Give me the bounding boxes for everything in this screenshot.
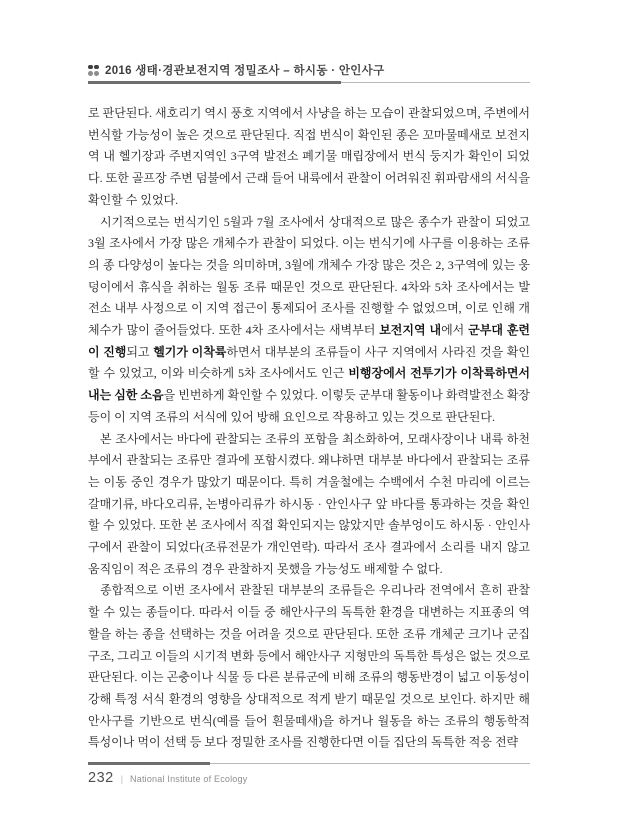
body-run: 종합적으로 이번 조사에서 관찰된 대부분의 조류들은 우리나라 전역에서 흔히 관찰할 수 있는 종들이다. 따라서 이들 중 해안사구의 독특한 환경을 대변하는 지표종의 역할을 하는 종을 선택하는 것을 어려울 것으로 판단된다. 또한 조류 개체군 크기나 군집구조, 그리고 이들의 시기적 변화 등에서 해안사구 지형만의 독특한 특성은 없는 것으로 판단된다. 이는 곤충이나 식물 등 다른 분류군에 비해 조류의 행동반경이 넓고 이동성이 강해 특정 서식 환경의 영향을 상대적으로 적게 받기 때문일 것으로 보인다. 하지만 해안사구를 기반으로 번식(예를 들어 흰물떼새)을 하거나 월동을 하는 조류의 행동학적 특성이나 먹이 선택 등 보다 정밀한 조사를 진행한다면 이들 집단의 독특한 적응 전략 <box>88 583 530 750</box>
four-dots-icon <box>88 65 99 76</box>
header-divider-dark-segment <box>88 81 341 84</box>
body-run: 되고 <box>126 344 154 359</box>
footer-divider-light-segment <box>210 763 530 764</box>
emphasized-text: 헬기가 이착륙 <box>153 344 227 359</box>
footer-organization: National Institute of Ecology <box>130 774 248 784</box>
emphasized-text: 군부대 훈련이 진행 <box>88 323 530 359</box>
header-divider-light-segment <box>341 82 530 83</box>
body-run: 본 조사에서는 바다에 관찰되는 조류의 포함을 최소화하여, 모래사장이나 내륙 하천부에서 관찰되는 조류만 결과에 포함시켰다. 왜냐하면 대부분 바다에서 관찰되는 조류는 이동 중인 경우가 많았기 때문이다. 특히 겨울철에는 수백에서 수천 마리에 이르는 갈매기류, 바다오리류, 논병아리류가 하시동 · 안인사구 앞 바다를 통과하는 것을 확인 할 수 있었다. 또한 본 조사에서 직접 확인되지는 않았지만 솔부엉이도 하시동 · 안인사구에서 관찰이 되었다(조류전문가 개인연락). 따라서 조사 결과에서 소리를 내지 않고 움직임이 적은 조류의 경우 관찰하지 못했을 가능성도 배제할 수 없다. <box>88 431 530 576</box>
body-run: 시기적으로는 번식기인 5월과 7월 조사에서 상대적으로 많은 종수가 관찰이 되었고 3월 조사에서 가장 많은 개체수가 관찰이 되었다. 이는 번식기에 사구를 이용하는 조류의 종 다양성이 높다는 것을 의미하며, 3월에 개체수 가장 많은 것은 2, 3구역에 있는 웅덩이에서 휴식을 취하는 월동 조류 때문인 것으로 판단된다. 4차와 5차 조사에서는 발전소 내부 사정으로 이 지역 접근이 통제되어 조사를 진행할 수 없었으며, 이로 인해 개체수가 많이 줄어들었다. 또한 4차 조사에서는 새벽부터 <box>88 214 530 338</box>
footer-separator: | <box>120 774 124 784</box>
body-run: 하면서 대부분의 조류들이 사구 지역에서 사라진 것을 확인 할 수 있었고, 이와 비슷하게 5차 조사에서도 인근 <box>88 344 530 381</box>
footer-divider-dark-segment <box>88 762 210 765</box>
paragraph <box>88 103 530 212</box>
footer-divider <box>88 762 530 765</box>
body-run: 에서 <box>441 323 469 338</box>
report-title: 2016 생태·경관보전지역 정밀조사 – 하시동 · 안인사구 <box>105 65 385 77</box>
body-text <box>88 103 530 755</box>
page-footer <box>88 770 247 786</box>
page-header <box>88 62 530 78</box>
header-divider <box>88 81 530 84</box>
paragraph <box>88 212 530 429</box>
emphasized-text: 보전지역 내 <box>379 323 442 338</box>
emphasized-text: 비행장에서 전투기가 이착륙하면서 내는 심한 소음 <box>88 366 530 403</box>
paragraph <box>88 429 530 581</box>
body-run: 을 빈번하게 확인할 수 있었다. 이렇듯 군부대 활동이나 화력발전소 확장 등이 이 지역 조류의 서식에 있어 방해 요인으로 작용하고 있는 것으로 판단된다. <box>88 388 530 424</box>
page-number: 232 <box>88 770 114 786</box>
body-run: 로 판단된다. 새호리기 역시 풍호 지역에서 사냥을 하는 모습이 관찰되었으며, 주변에서 번식할 가능성이 높은 것으로 판단된다. 직접 번식이 확인된 종은 꼬마물떼새로 보전지역 내 헬기장과 주변지역인 3구역 발전소 폐기물 매립장에서 번식 둥지가 확인이 되었다. 또한 골프장 주변 덤불에서 근래 들어 내륙에서 관찰이 어려워진 휘파람새의 서식을 확인할 수 있었다. <box>88 106 530 207</box>
paragraph <box>88 580 530 754</box>
